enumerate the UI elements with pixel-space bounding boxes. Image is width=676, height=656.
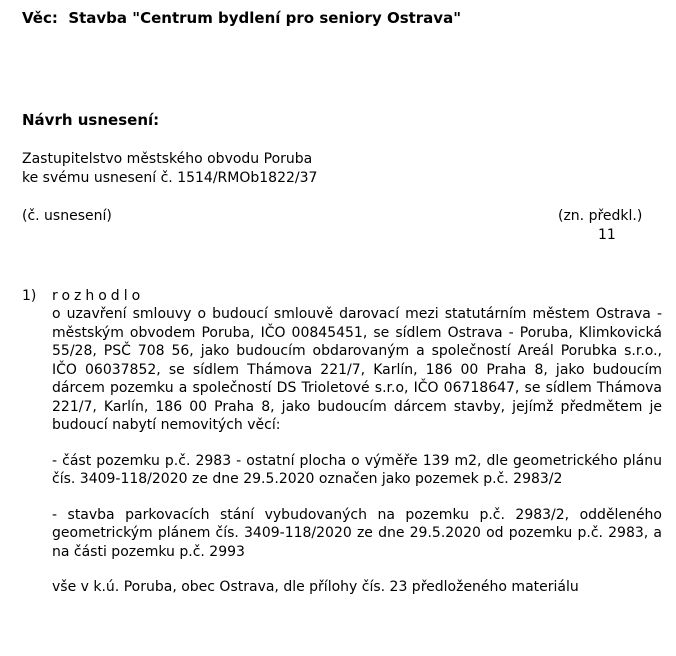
resolution-number-label: (č. usnesení) (22, 208, 112, 224)
intro-block (22, 150, 317, 187)
item-bullet-land: - část pozemku p.č. 2983 - ostatní plocha o výměře 139 m2, dle geometrického plánu čís. 3409-118/2020 ze dne 29.5.2020 označen jako pozemek p.č. 2983/2 (52, 452, 662, 487)
proposal-reference-number: 11 (598, 226, 616, 243)
subject-label: Věc: (22, 9, 58, 27)
proposal-heading: Návrh usnesení: (22, 111, 160, 129)
item-verb: rozhodlo (52, 288, 145, 304)
subject-line (22, 9, 461, 28)
proposal-reference (558, 207, 662, 244)
item-body (52, 305, 662, 597)
intro-line-council: Zastupitelstvo městského obvodu Poruba (22, 151, 313, 167)
item-main-text: o uzavření smlouvy o budoucí smlouvě darovací mezi statutárním městem Ostrava - městským obvodem Poruba, IČO 00845451, se sídlem Ostrava - Poruba, Klimkovická 55/28, PSČ 708 56, jako budoucím obdarovaným a společností Areál Porubka s.r.o., IČO 06037852, se sídlem Thámova 221/7, Karlín, 186 00 Praha 8, jako budoucím dárcem pozemku a společností DS Trioletové s.r.o, IČO 06718647, se sídlem Thámova 221/7, Karlín, 186 00 Praha 8, jako budoucím dárcem stavby, jejímž předmětem je budoucí nabytí nemovitých věcí: (52, 306, 662, 433)
proposal-reference-label: (zn. předkl.) (558, 208, 643, 224)
intro-line-resolution: ke svému usnesení č. 1514/RMOb1822/37 (22, 169, 318, 186)
item-closing: vše v k.ú. Poruba, obec Ostrava, dle přílohy čís. 23 předloženého materiálu (52, 579, 579, 595)
item-bullet-parking: - stavba parkovacích stání vybudovaných na pozemku p.č. 2983/2, odděleného geometrickým plánem čís. 3409-118/2020 ze dne 29.5.2020 od pozemku p.č. 2983, a na části pozemku p.č. 2993 (52, 506, 662, 560)
item-number: 1) (22, 288, 37, 304)
subject-title: Stavba "Centrum bydlení pro seniory Ostrava" (68, 9, 462, 27)
